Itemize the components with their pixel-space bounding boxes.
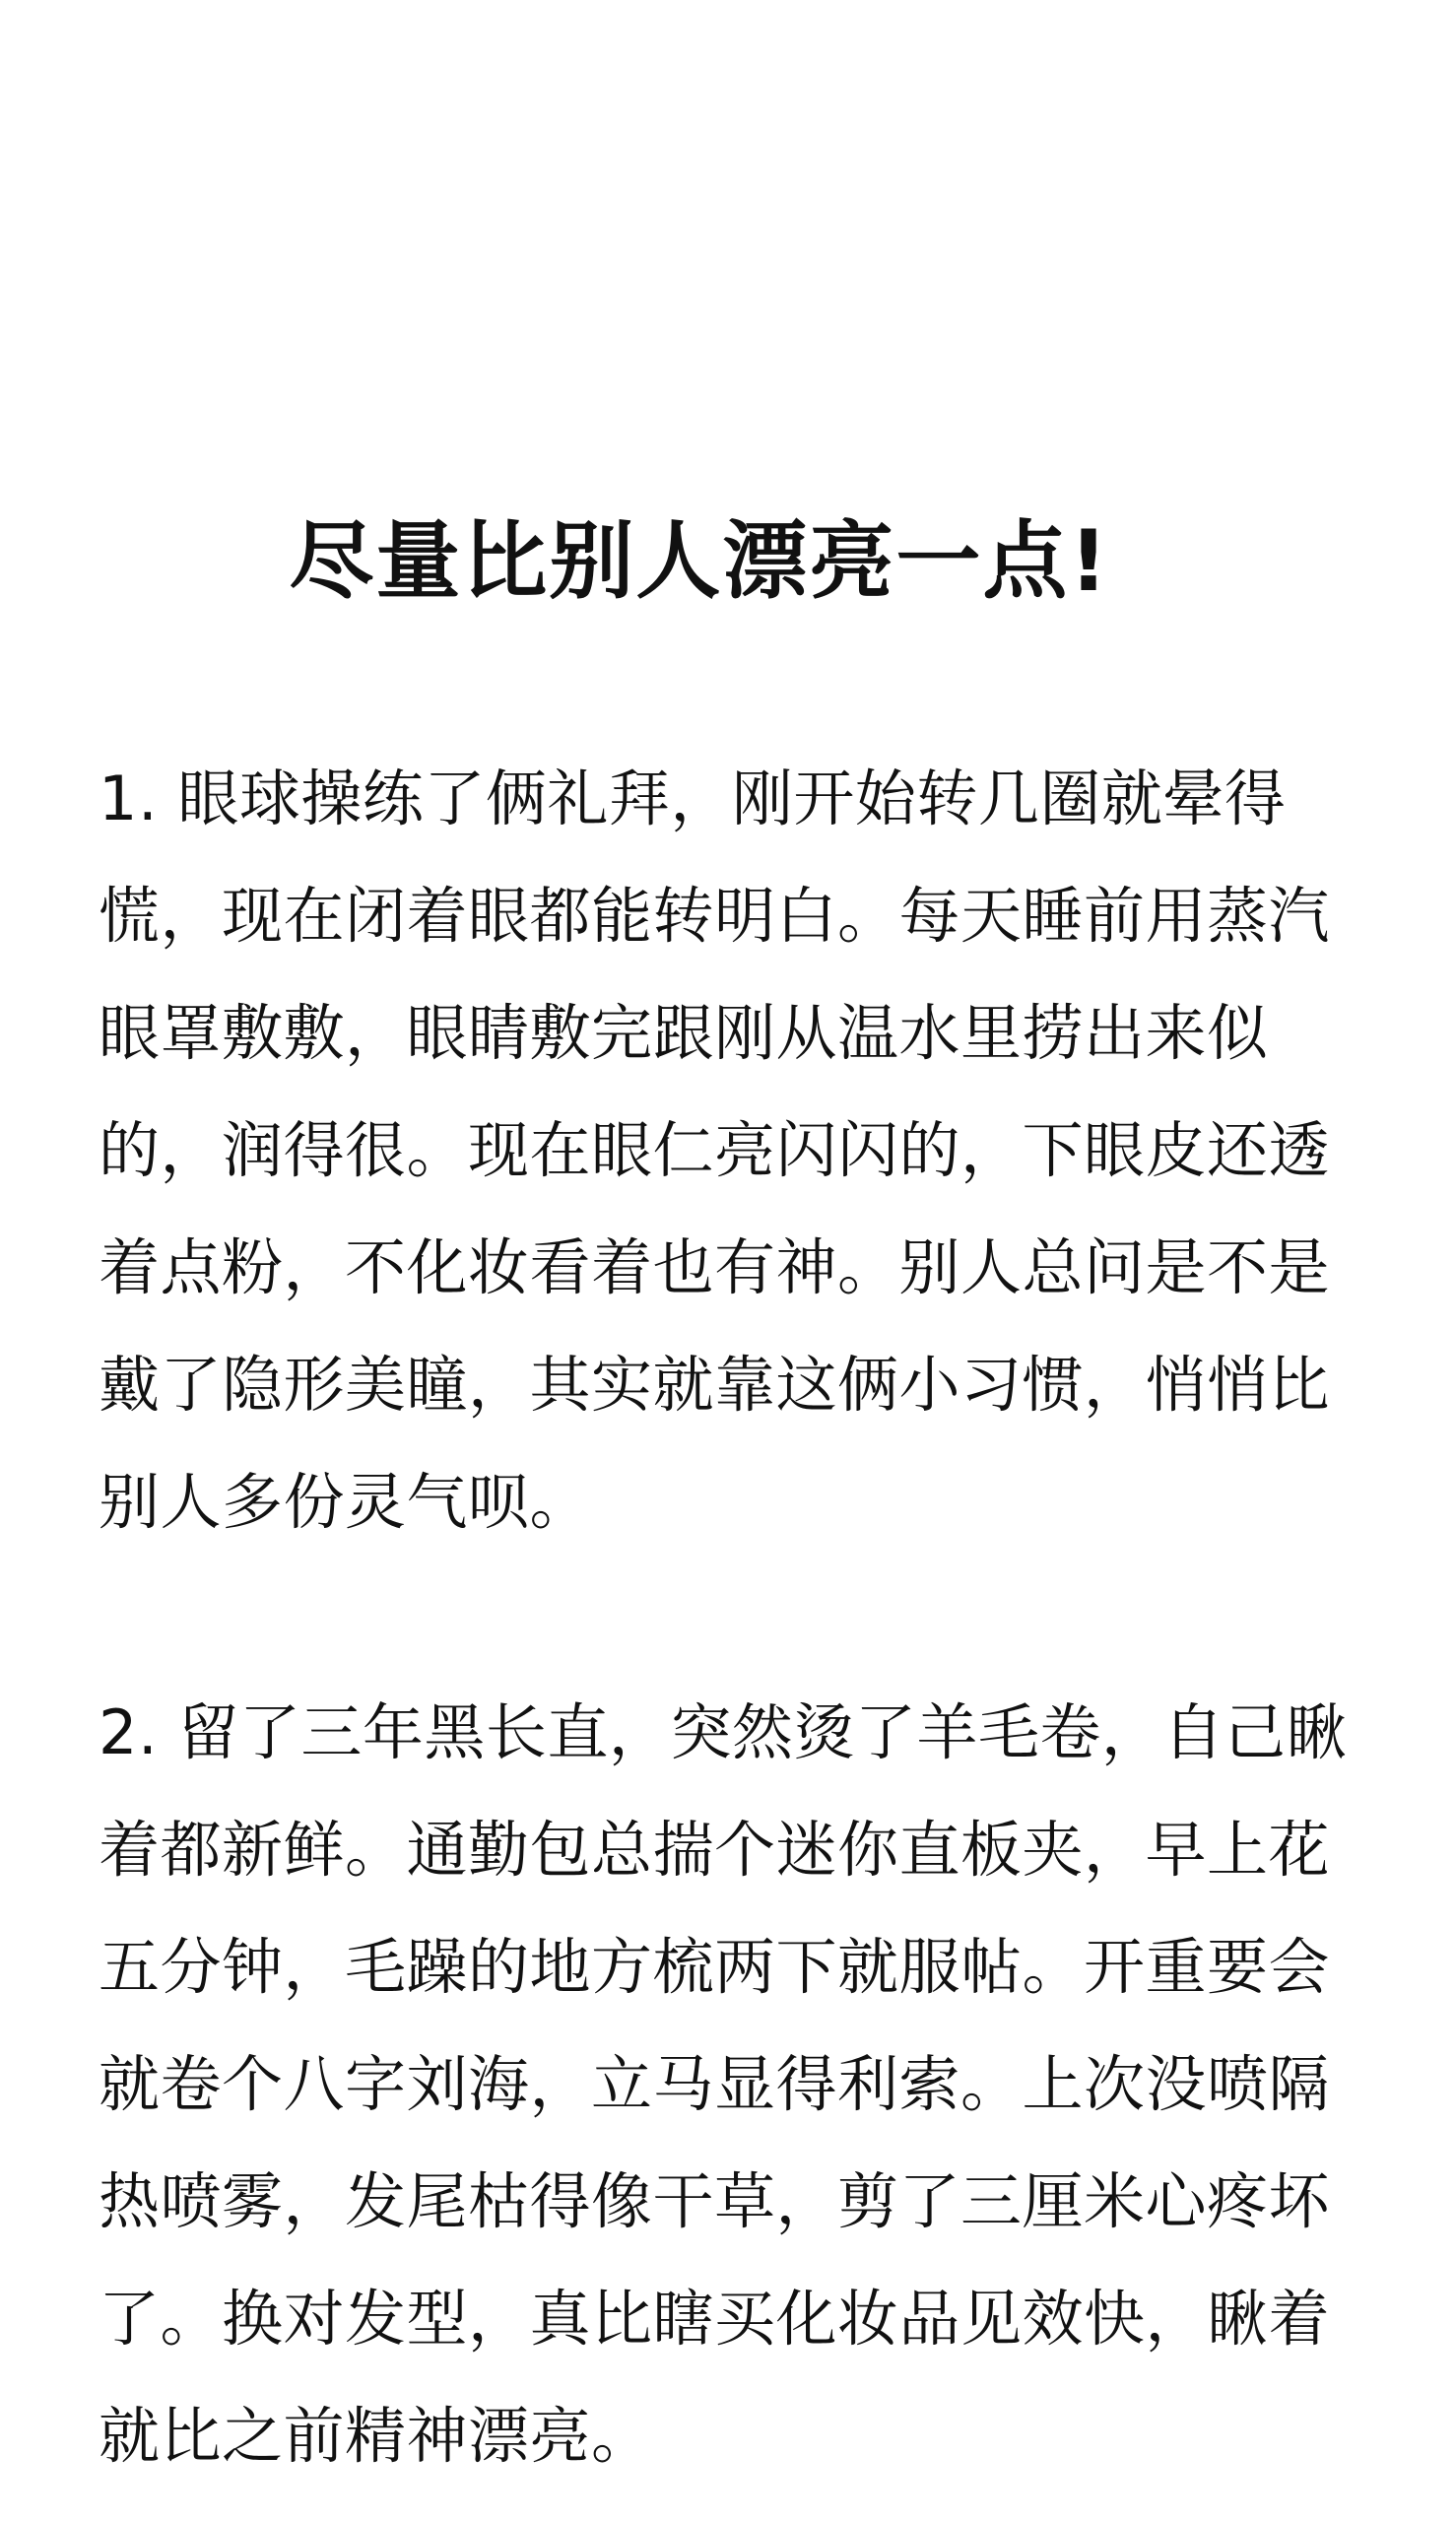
page-title: 尽量比别人漂亮一点! [289, 512, 1110, 611]
paragraph-hairstyle: 2. 留了三年黑长直，突然烫了羊毛卷，自己瞅着都新鲜。通勤包总揣个迷你直板夹，早上花五分钟，毛躁的地方梳两下就服帖。开重要会就卷个八字刘海，立马显得利索。上次没喷隔热喷雾，发尾枯得像干草，剪了三厘米心疼坏了。换对发型，真比瞎买化妆品见效快，瞅着就比之前精神漂亮。 [99, 1696, 1348, 2472]
paragraph-eye-care: 1. 眼球操练了俩礼拜，刚开始转几圈就晕得慌，现在闭着眼都能转明白。每天睡前用蒸汽眼罩敷敷，眼睛敷完跟刚从温水里捞出来似的，润得很。现在眼仁亮闪闪的，下眼皮还透着点粉，不化妆看着也有神。别人总问是不是戴了隐形美瞳，其实就靠这俩小习惯，悄悄比别人多份灵气呗。 [99, 763, 1331, 1538]
